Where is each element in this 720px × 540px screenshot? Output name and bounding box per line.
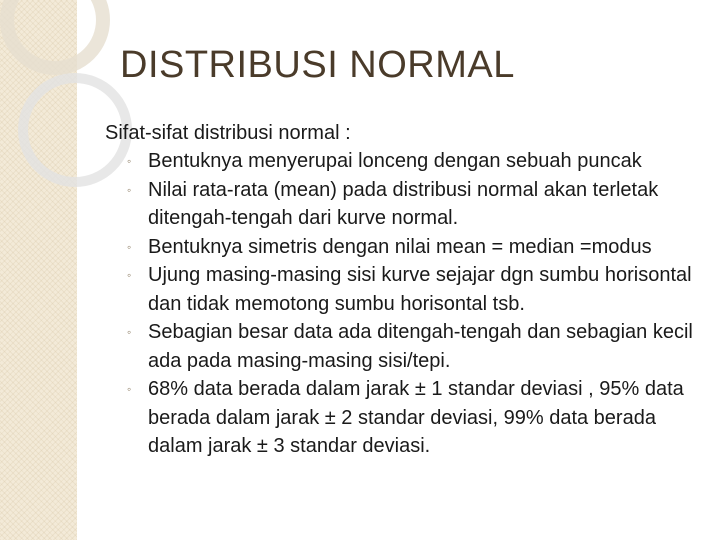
list-item [105, 318, 705, 375]
bullet-icon: ◦ [127, 268, 132, 282]
list-item [105, 261, 705, 318]
slide-title: DISTRIBUSI NORMAL [120, 44, 515, 86]
bullet-icon: ◦ [127, 154, 132, 168]
list-item [105, 176, 705, 233]
bullet-list [105, 147, 705, 461]
bullet-text: Bentuknya simetris dengan nilai mean = median =modus [148, 235, 652, 258]
slide-body [105, 120, 705, 461]
bullet-icon: ◦ [127, 182, 132, 197]
list-item [105, 147, 705, 176]
bullet-icon: ◦ [127, 325, 132, 339]
list-item [105, 233, 705, 262]
list-item [105, 375, 705, 461]
bullet-text: Nilai rata-rata (mean) pada distribusi normal akan terletak ditengah-tengah dari kurve normal. [148, 178, 659, 229]
bullet-text: Sebagian besar data ada ditengah-tengah dan sebagian kecil ada pada masing-masing sisi/tepi. [148, 321, 693, 372]
intro-text: Sifat-sifat distribusi normal : [105, 122, 351, 144]
bullet-text: Bentuknya menyerupai lonceng dengan sebuah puncak [148, 150, 642, 172]
bullet-icon: ◦ [127, 382, 132, 396]
bullet-text: 68% data berada dalam jarak ± 1 standar deviasi , 95% data berada dalam jarak ± 2 standar deviasi, 99% data berada dalam jarak ± 3 standar deviasi. [148, 378, 684, 457]
bullet-icon: ◦ [127, 239, 132, 254]
bullet-text: Ujung masing-masing sisi kurve sejajar dgn sumbu horisontal dan tidak memotong sumbu horisontal tsb. [148, 264, 692, 315]
